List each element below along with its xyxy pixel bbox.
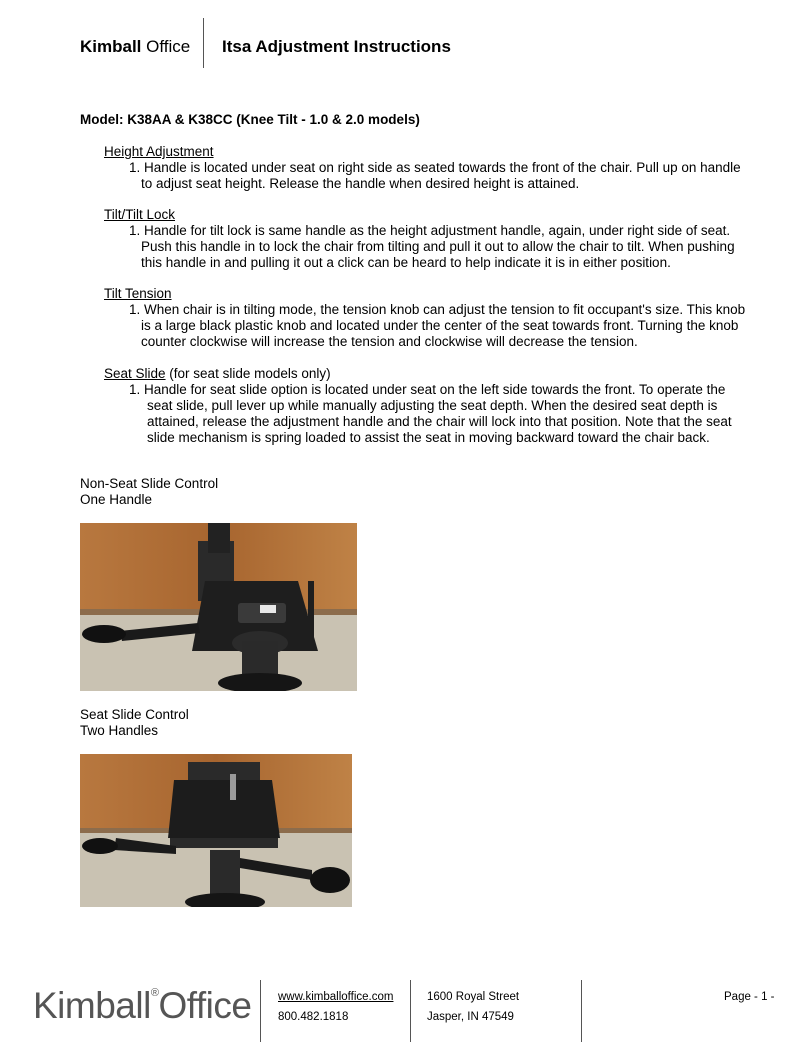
section-line: this handle in and pulling it out a click can be heard to help indicate it is in either position. [141, 255, 671, 270]
section-line: seat slide, pull lever up while manually adjusting the seat depth. When the desired seat depth is [147, 398, 718, 413]
chair-mechanism-one-handle-image [80, 523, 357, 691]
section-line: 1. Handle for tilt lock is same handle as the height adjustment handle, again, under right side of seat. [129, 223, 731, 238]
section-line: 1. When chair is in tilting mode, the tension knob can adjust the tension to fit occupant's size. This knob [129, 302, 746, 317]
footer-website-link[interactable]: www.kimballoffice.com [278, 991, 394, 1003]
photo-caption: Two Handles [80, 723, 159, 738]
footer-divider [581, 980, 582, 1042]
footer-logo: Kimball®Office [33, 985, 252, 1026]
footer-phone: 800.482.1818 [278, 1011, 349, 1023]
header-brand-bold: Kimball [80, 37, 142, 56]
section-line: counter clockwise will increase the tension and clockwise will decrease the tension. [141, 334, 638, 349]
section-line: 1. Handle for seat slide option is located under seat on the left side towards the front. To operate the [129, 382, 726, 397]
header-brand [80, 37, 190, 57]
section-line: attained, release the adjustment handle and the chair will lock into that position. Note that the seat [147, 414, 732, 429]
photo-two-handles [80, 754, 352, 907]
photo-caption: Non-Seat Slide Control [80, 476, 219, 491]
section-line: slide mechanism is spring loaded to assist the seat in moving backward toward the chair back. [147, 430, 710, 445]
photo-caption: Seat Slide Control [80, 707, 189, 722]
footer-address-line-2: Jasper, IN 47549 [427, 1011, 514, 1023]
footer-divider [260, 980, 261, 1042]
model-heading: Model: K38AA & K38CC (Knee Tilt - 1.0 & 2.0 models) [80, 112, 420, 127]
section-line: 1. Handle is located under seat on right side as seated towards the front of the chair. Pull up on handle [129, 160, 741, 175]
photo-caption: One Handle [80, 492, 153, 507]
header-divider [203, 18, 204, 68]
photo-one-handle [80, 523, 357, 691]
section-title-seat-slide: Seat Slide (for seat slide models only) [104, 366, 331, 381]
section-title-tilt-tension: Tilt Tension [104, 286, 172, 301]
footer-divider [410, 980, 411, 1042]
section-line: to adjust seat height. Release the handle when desired height is attained. [141, 176, 580, 191]
header-brand-light: Office [141, 37, 191, 56]
footer-address-line-1: 1600 Royal Street [427, 991, 520, 1003]
page-title: Itsa Adjustment Instructions [222, 37, 451, 56]
section-line: is a large black plastic knob and located under the center of the seat towards front. Turning the knob [141, 318, 739, 333]
section-title-height-adjustment: Height Adjustment [104, 144, 214, 159]
section-line: Push this handle in to lock the chair from tilting and pull it out to allow the chair to tilt. When pushing [141, 239, 735, 254]
chair-mechanism-two-handles-image [80, 754, 352, 907]
section-title-tilt-lock: Tilt/Tilt Lock [104, 207, 176, 222]
page-number: Page - 1 - [724, 991, 775, 1003]
